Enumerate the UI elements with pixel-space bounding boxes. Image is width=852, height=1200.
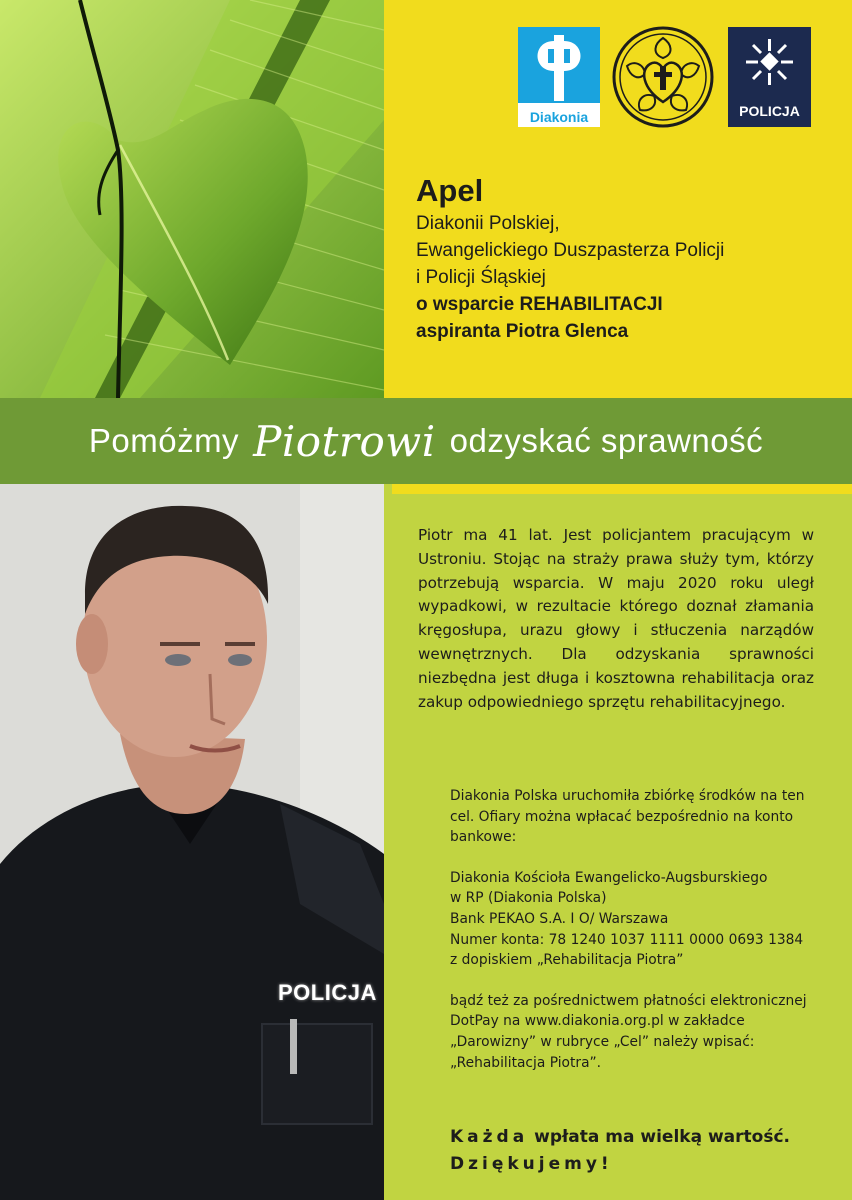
headline-before: Pomóżmy <box>88 422 240 459</box>
donation-bank: Bank PEKAO S.A. I O/ Warszawa <box>450 910 669 927</box>
appeal-line-4: o wsparcie REHABILITACJI <box>416 294 663 315</box>
closing-thanks: Dziękujemy! <box>450 1154 613 1174</box>
closing-message <box>450 1124 830 1178</box>
luther-rose-seal-icon <box>612 26 714 128</box>
appeal-title: Apel <box>416 173 484 208</box>
diakonia-logo <box>518 27 600 127</box>
appeal-line-5: aspiranta Piotra Glenca <box>416 321 629 342</box>
policja-logo <box>728 27 811 127</box>
appeal-line-3: i Policji Śląskiej <box>416 267 546 288</box>
diakonia-logo-text: Diakonia <box>529 109 589 125</box>
leaf-heart-illustration <box>0 0 384 398</box>
donation-recipient-2: w RP (Diakonia Polska) <box>450 890 607 907</box>
officer-photo <box>0 484 384 1200</box>
donation-online: bądź też za pośrednictwem płatności elektronicznej DotPay na www.diakonia.org.pl w zakładce „Darowizny” w rubryce „Cel” należy wpisać: „Rehabilitacja Piotra”. <box>450 992 807 1071</box>
uniform-badge: POLICJA <box>278 980 377 1005</box>
leaf-heart-photo <box>0 0 384 398</box>
diakonia-cross-icon <box>518 27 600 103</box>
officer-portrait <box>0 484 384 1200</box>
headline-after: odzyskać sprawność <box>449 422 764 459</box>
donation-recipient-1: Diakonia Kościoła Ewangelicko-Augsburskiego <box>450 869 768 886</box>
appeal-line-1: Diakonii Polskiej, <box>416 213 560 234</box>
headline-name: Piotrowi <box>253 416 436 466</box>
closing-each: Każda <box>450 1127 529 1147</box>
appeal-heading-block <box>416 172 836 345</box>
policja-logo-text: POLICJA <box>739 103 800 119</box>
story-paragraph: Piotr ma 41 lat. Jest policjantem pracującym w Ustroniu. Stojąc na straży prawa służy tym, którzy potrzebują wsparcia. W maju 2020 roku uległ wypadkowi, w rezultacie którego doznał złamania kręgosłupa, urazu głowy i stłuczenia narządów wewnętrznych. Dla odzyskania sprawności niezbędna jest długa i kosztowna rehabilitacja oraz zakup odpowiedniego sprzętu rehabilitacyjnego. <box>418 526 814 711</box>
police-star-icon <box>728 27 811 97</box>
donation-intro: Diakonia Polska uruchomiła zbiórkę środków na ten cel. Ofiary można wpłacać bezpośrednio na konto bankowe: <box>450 788 805 846</box>
appeal-line-2: Ewangelickiego Duszpasterza Policji <box>416 240 725 261</box>
donation-info <box>450 786 814 1073</box>
closing-value: wpłata ma wielką wartość. <box>534 1127 790 1147</box>
donation-account: Numer konta: 78 1240 1037 1111 0000 0693 1384 z dopiskiem „Rehabilitacja Piotra” <box>450 931 804 969</box>
headline <box>0 398 852 484</box>
yellow-accent-strip <box>392 484 852 494</box>
